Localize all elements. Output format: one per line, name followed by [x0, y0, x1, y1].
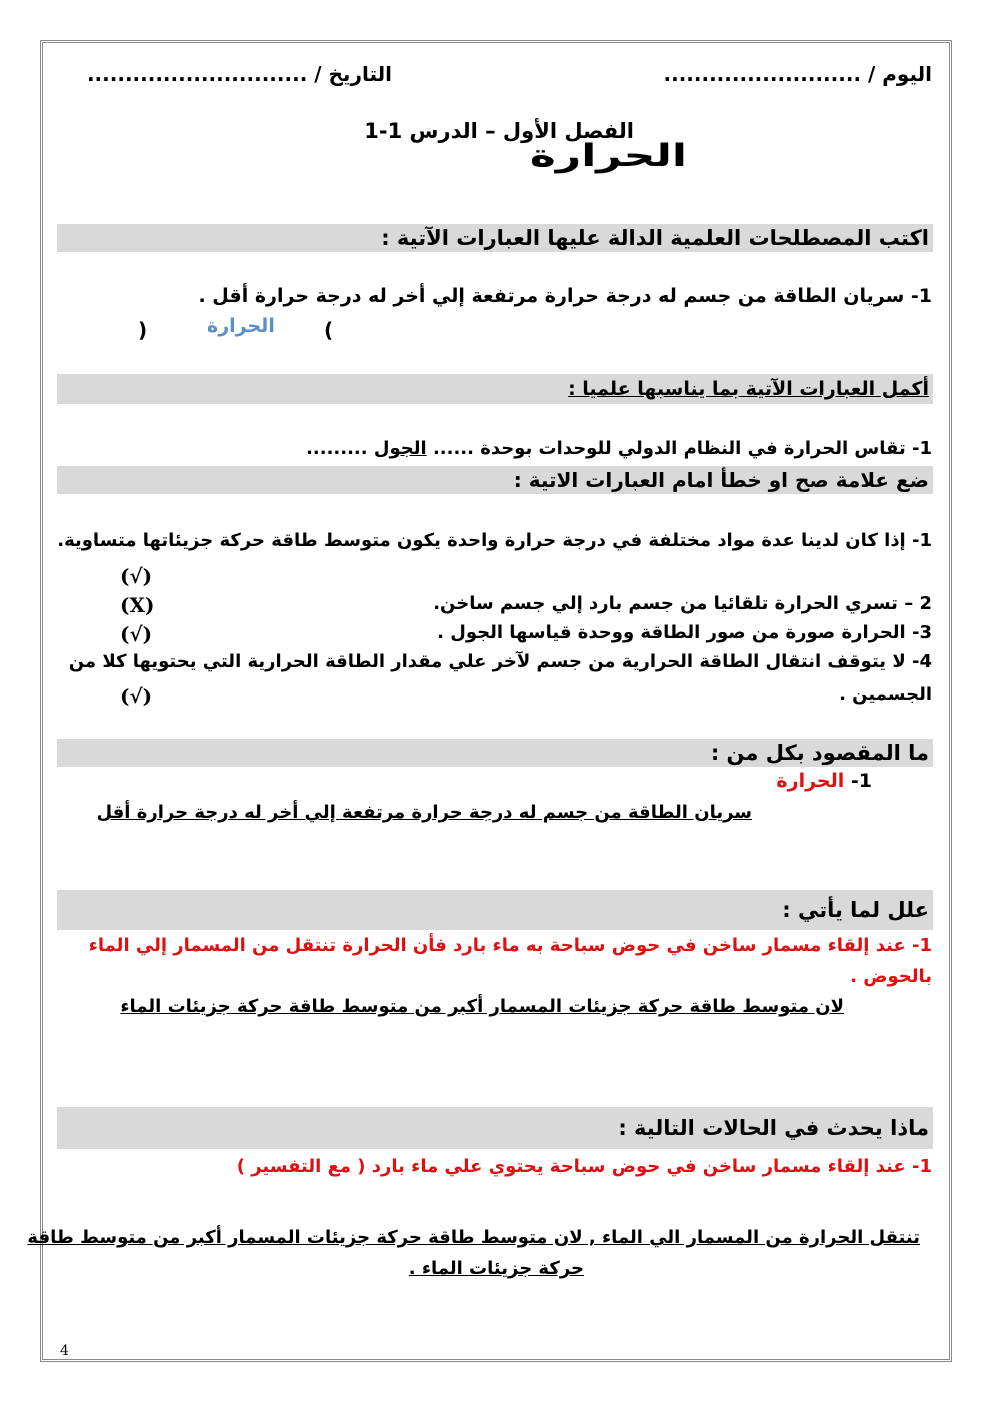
date-field: التاريخ / .............................: [86, 62, 392, 86]
lesson-title: الفصل الأول – الدرس 1-1: [364, 119, 634, 143]
day-field: اليوم / ..........................: [663, 62, 932, 86]
tf-question-2: 2 – تسري الحرارة تلقائيا من جسم بارد إلي جسم ساخن.: [433, 593, 932, 614]
question-term-1: 1- سريان الطاقة من جسم له درجة حرارة مرتفعة إلي أخر له درجة حرارة أقل .: [198, 285, 932, 307]
reason-question-1-line1: 1- عند إلقاء مسمار ساخن في حوض سباحة به ماء بارد فأن الحرارة تنتقل من المسمار إلي الماء: [88, 935, 932, 956]
close-paren: ): [138, 318, 148, 342]
reason-question-1-line2: بالحوض .: [850, 966, 932, 987]
tf-mark-2: (X): [120, 593, 155, 617]
tf-question-4-line1: 4- لا يتوقف انتقال الطاقة الحرارية من جسم لآخر علي مقدار الطاقة الحرارية التي يحتويها كلا من: [68, 651, 932, 672]
tf-mark-1: (√): [120, 564, 153, 588]
tf-question-4-line2: الجسمين .: [839, 684, 932, 705]
section-heading-definitions: ما المقصود بكل من :: [57, 739, 933, 767]
section-heading-reasons: علل لما يأتي :: [57, 890, 933, 930]
definition-1-term: الحرارة: [776, 770, 845, 792]
topic-title: الحرارة: [529, 138, 687, 174]
tf-question-1: 1- إذا كان لدينا عدة مواد مختلفة في درجة حرارة واحدة يكون متوسط طاقة حركة جزيئاتها متساوية.: [57, 530, 932, 551]
reason-answer-1: لان متوسط طاقة حركة جزيئات المسمار أكبر من متوسط طاقة حركة جزيئات الماء: [120, 996, 844, 1017]
section-heading-terms: اكتب المصطلحات العلمية الدالة عليها العبارات الآتية :: [57, 224, 933, 252]
definition-1-label: [776, 770, 872, 792]
section-heading-complete: أكمل العبارات الآتية بما يناسبها علميا :: [57, 374, 933, 404]
definition-1-number: 1-: [850, 770, 872, 792]
what-happens-answer-line2: حركة جزيئات الماء .: [408, 1258, 584, 1279]
section-heading-what-happens: ماذا يحدث في الحالات التالية :: [57, 1107, 933, 1149]
what-happens-answer-line1: تنتقل الحرارة من المسمار الي الماء , لان متوسط طاقة حركة جزيئات المسمار أكبر من متوسط طاقة: [27, 1227, 920, 1248]
tf-question-3: 3- الحرارة صورة من صور الطاقة ووحدة قياسها الجول .: [437, 622, 932, 643]
question-complete-1-before: 1- تقاس الحرارة في النظام الدولي للوحدات بوحدة ......: [426, 438, 932, 459]
question-complete-1: [306, 438, 932, 459]
page-number: 4: [60, 1343, 69, 1359]
question-complete-1-after: .........: [306, 438, 374, 459]
section-heading-true-false: ضع علامة صح او خطأ امام العبارات الاتية :: [57, 466, 933, 494]
answer-complete-1: الجول: [373, 438, 427, 459]
open-paren: (: [324, 318, 334, 342]
tf-mark-3: (√): [120, 622, 153, 646]
what-happens-question-1: 1- عند إلقاء مسمار ساخن في حوض سباحة يحتوي علي ماء بارد ( مع التفسير ): [236, 1156, 932, 1177]
tf-mark-4: (√): [120, 684, 153, 708]
definition-1-answer: سريان الطاقة من جسم له درجة حرارة مرتفعة إلي أخر له درجة حرارة أقل: [96, 802, 752, 823]
answer-term-1: الحرارة: [207, 315, 275, 337]
